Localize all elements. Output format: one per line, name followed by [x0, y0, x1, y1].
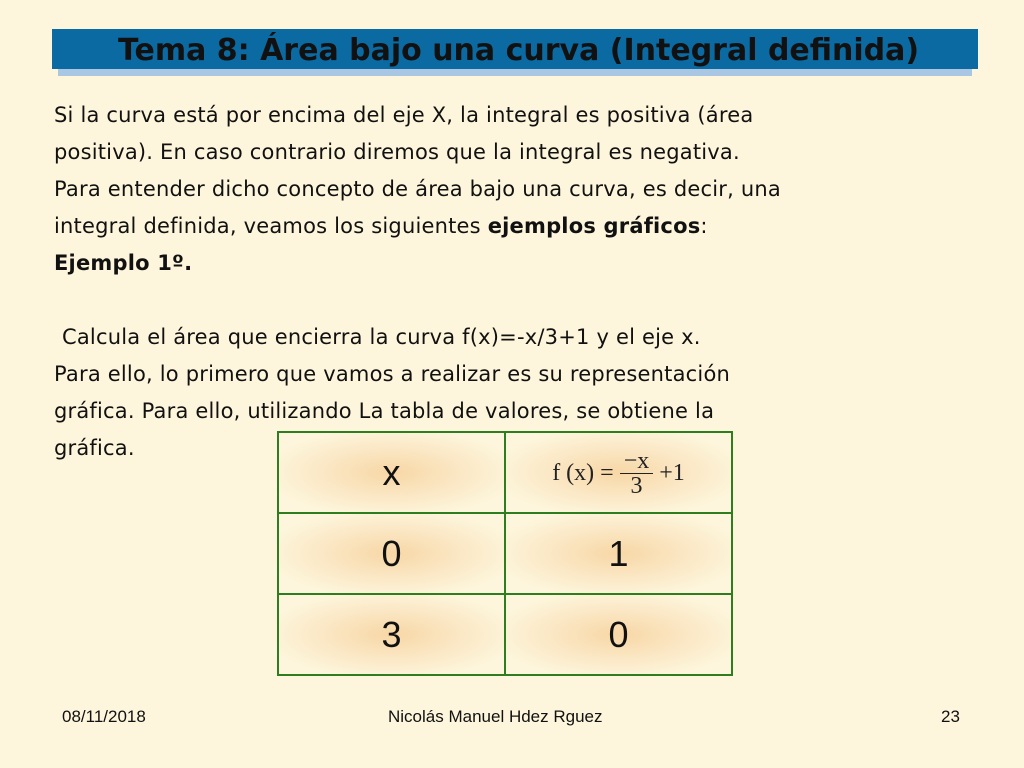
formula-fraction — [620, 449, 654, 498]
table-row — [278, 513, 732, 594]
formula-numerator: −x — [620, 449, 654, 474]
body-line-10: gráfica. — [54, 436, 135, 460]
body-line-4-colon: : — [700, 214, 708, 238]
body-line-8: Para ello, lo primero que vamos a realizar es su representación — [54, 362, 730, 386]
table-header-row — [278, 432, 732, 513]
table-row — [278, 594, 732, 675]
body-line-2: positiva). En caso contrario diremos que la integral es negativa. — [54, 140, 740, 164]
body-line-9: gráfica. Para ello, utilizando La tabla de valores, se obtiene la — [54, 399, 715, 423]
bold-emphasis: ejemplos gráficos — [487, 214, 701, 238]
blank-line — [54, 282, 954, 319]
cell-x: 0 — [278, 513, 505, 594]
header-formula — [505, 432, 732, 513]
body-line-3: Para entender dicho concepto de área bajo una curva, es decir, una — [54, 177, 781, 201]
formula — [552, 449, 685, 498]
formula-tail: +1 — [659, 460, 685, 486]
slide-body — [54, 97, 954, 467]
formula-denominator: 3 — [630, 473, 643, 499]
body-line-exercise: Calcula el área que encierra la curva f(x)=-x/3+1 y el eje x. — [62, 325, 701, 349]
values-table — [277, 431, 733, 676]
footer-date: 08/11/2018 — [62, 707, 146, 726]
formula-lhs: f (x) = — [552, 460, 614, 486]
cell-fx: 0 — [505, 594, 732, 675]
body-line-1: Si la curva está por encima del eje X, la integral es positiva (área — [54, 103, 754, 127]
cell-x: 3 — [278, 594, 505, 675]
body-line-4 — [54, 208, 954, 245]
cell-fx: 1 — [505, 513, 732, 594]
body-line-4-text: integral definida, veamos los siguientes — [54, 214, 488, 238]
footer-page-number: 23 — [941, 707, 960, 726]
header-x: x — [278, 432, 505, 513]
slide-title — [118, 32, 978, 70]
title-main: Área bajo una curva (Integral definida) — [260, 33, 920, 68]
footer-author: Nicolás Manuel Hdez Rguez — [388, 707, 603, 726]
title-prefix: Tema 8: — [118, 33, 261, 68]
example-heading-text: Ejemplo 1º. — [54, 251, 193, 275]
example-heading — [54, 245, 954, 282]
